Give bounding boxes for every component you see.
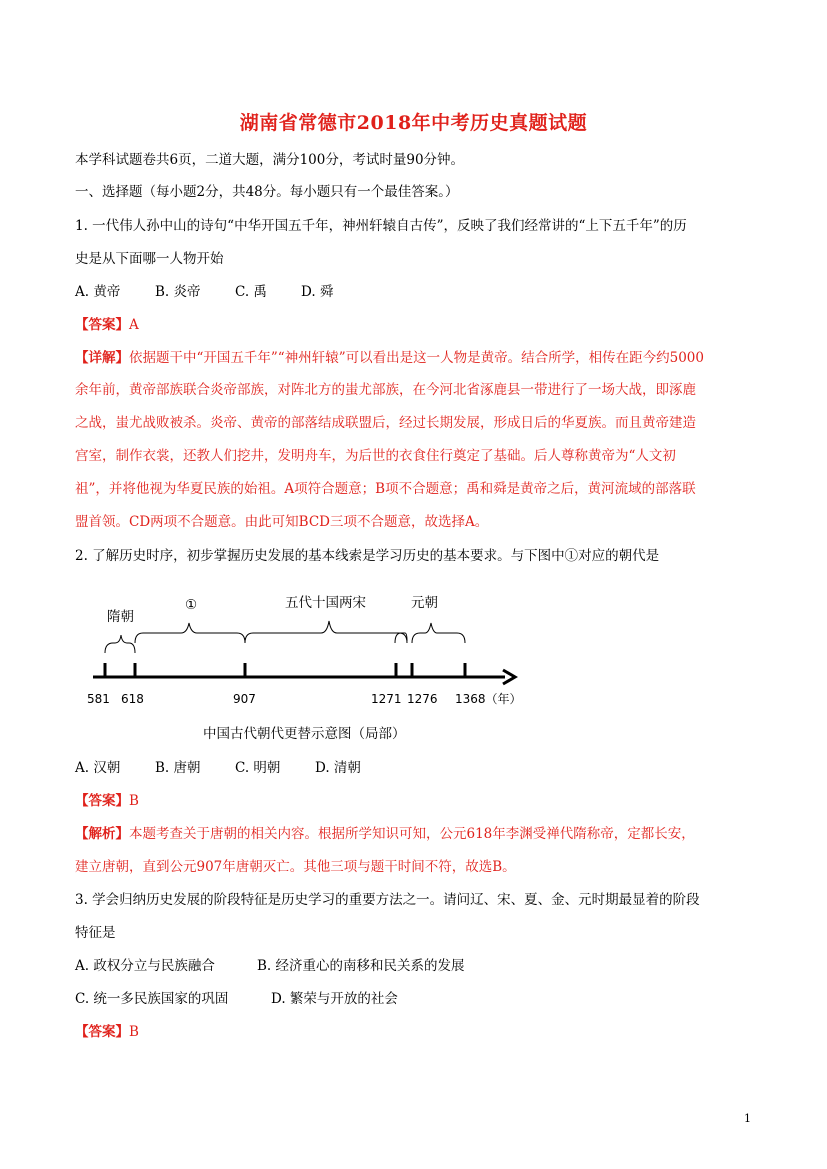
q1-detail-line5: 祖”，并将他视为华夏民族的始祖。A项符合题意；B项不合题意；禹和舜是黄帝之后，黄河流域的部落联 (75, 481, 696, 497)
q2-options (75, 758, 765, 778)
brace-overlap (395, 633, 407, 643)
intro-text: 本学科试题卷共6页，二道大题，满分100分，考试时量90分钟。 (75, 152, 465, 168)
tick-label-1368: 1368（年） (455, 692, 522, 706)
q1-detail-line3: 之战，蚩尤战败被杀。炎帝、黄帝的部落结成联盟后，经过长期发展，形成日后的华夏族。而且黄帝建造 (75, 415, 696, 431)
q3-answer-value: B (129, 1024, 139, 1040)
q1-option-d: D. 舜 (301, 284, 334, 300)
page-title: 湖南省常德市2018年中考历史真题试题 (239, 112, 588, 134)
q1-detail-line6: 盟首领。CD两项不合题意。由此可知BCD三项不合题意，故选择A。 (75, 514, 489, 530)
q1-options (75, 282, 765, 302)
q3-options-row1 (75, 956, 765, 976)
q2-analysis-line1 (75, 824, 765, 844)
q2-analysis-text: 本题考查关于唐朝的相关内容。根据所学知识可知，公元618年李渊受禅代隋称帝，定都长安， (129, 826, 695, 842)
q1-detail-line2: 余年前，黄帝部族联合炎帝部族，对阵北方的蚩尤部族，在今河北省涿鹿县一带进行了一场大战，即涿鹿 (75, 382, 696, 398)
q2-answer (75, 791, 765, 811)
q1-detail-text: 依据题干中“开国五千年”“神州轩辕”可以看出是这一人物是黄帝。结合所学，相传在距今约5000 (129, 350, 704, 366)
q1-stem-line2: 史是从下面哪一人物开始 (75, 251, 224, 267)
q2-option-c: C. 明朝 (235, 760, 281, 776)
q1-detail-line4: 宫室，制作衣裳，还教人们挖井，发明舟车，为后世的衣食住行奠定了基础。后人尊称黄帝为“人文初 (75, 448, 676, 464)
q1-detail-line1 (75, 348, 765, 368)
q3-option-b: B. 经济重心的南移和民关系的发展 (257, 958, 465, 974)
q2-stem: 2. 了解历史时序，初步掌握历史发展的基本线索是学习历史的基本要求。与下图中①对应的朝代是 (75, 548, 660, 564)
q2-option-b: B. 唐朝 (155, 760, 201, 776)
section-heading: 一、选择题（每小题2分，共48分。每小题只有一个最佳答案。） (75, 184, 459, 200)
tick-label-1276: 1276 (407, 692, 438, 706)
answer-tag: 【答案】 (75, 793, 129, 809)
answer-tag: 【答案】 (75, 317, 129, 333)
brace-sui (105, 635, 135, 653)
axis-ticks (105, 663, 465, 677)
q1-answer-value: A (129, 317, 139, 333)
label-circle-1: ① (185, 597, 198, 613)
q3-options-row2 (75, 989, 765, 1009)
answer-tag: 【答案】 (75, 1024, 129, 1040)
q1-answer (75, 315, 765, 335)
q1-option-a: A. 黄帝 (75, 284, 121, 300)
tick-label-581: 581 (87, 692, 110, 706)
tick-label-907: 907 (233, 692, 256, 706)
brace-circle-1 (135, 623, 245, 643)
q2-option-a: A. 汉朝 (75, 760, 121, 776)
braces (105, 621, 465, 653)
dynasty-timeline-diagram (75, 585, 535, 745)
q2-option-d: D. 清朝 (315, 760, 361, 776)
brace-yuan (412, 623, 465, 643)
q3-answer (75, 1022, 765, 1042)
label-yuan: 元朝 (411, 595, 438, 611)
q2-answer-value: B (129, 793, 139, 809)
label-sui: 隋朝 (107, 609, 134, 625)
q3-stem-line2: 特征是 (75, 925, 116, 941)
q3-option-a: A. 政权分立与民族融合 (75, 958, 215, 974)
diagram-caption: 中国古代朝代更替示意图（局部） (203, 726, 406, 742)
q1-stem-line1: 1. 一代伟人孙中山的诗句“中华开国五千年，神州轩辕自古传”，反映了我们经常讲的“上下五千年”的历 (75, 218, 687, 234)
tick-label-618: 618 (121, 692, 144, 706)
analysis-tag: 【解析】 (75, 826, 129, 842)
q3-stem-line1: 3. 学会归纳历史发展的阶段特征是历史学习的重要方法之一。请问辽、宋、夏、金、元时期最显着的阶段 (75, 892, 700, 908)
detail-tag: 【详解】 (75, 350, 129, 366)
page-number: 1 (744, 1112, 751, 1125)
tick-label-1271: 1271 (371, 692, 402, 706)
q2-analysis-line2: 建立唐朝，直到公元907年唐朝灭亡。其他三项与题干时间不符，故选B。 (75, 859, 516, 875)
q1-option-b: B. 炎帝 (155, 284, 201, 300)
q3-option-c: C. 统一多民族国家的巩固 (75, 991, 229, 1007)
q3-option-d: D. 繁荣与开放的社会 (271, 991, 398, 1007)
brace-song (245, 621, 407, 643)
label-five-dynasties: 五代十国两宋 (285, 595, 366, 611)
q1-option-c: C. 禹 (235, 284, 267, 300)
